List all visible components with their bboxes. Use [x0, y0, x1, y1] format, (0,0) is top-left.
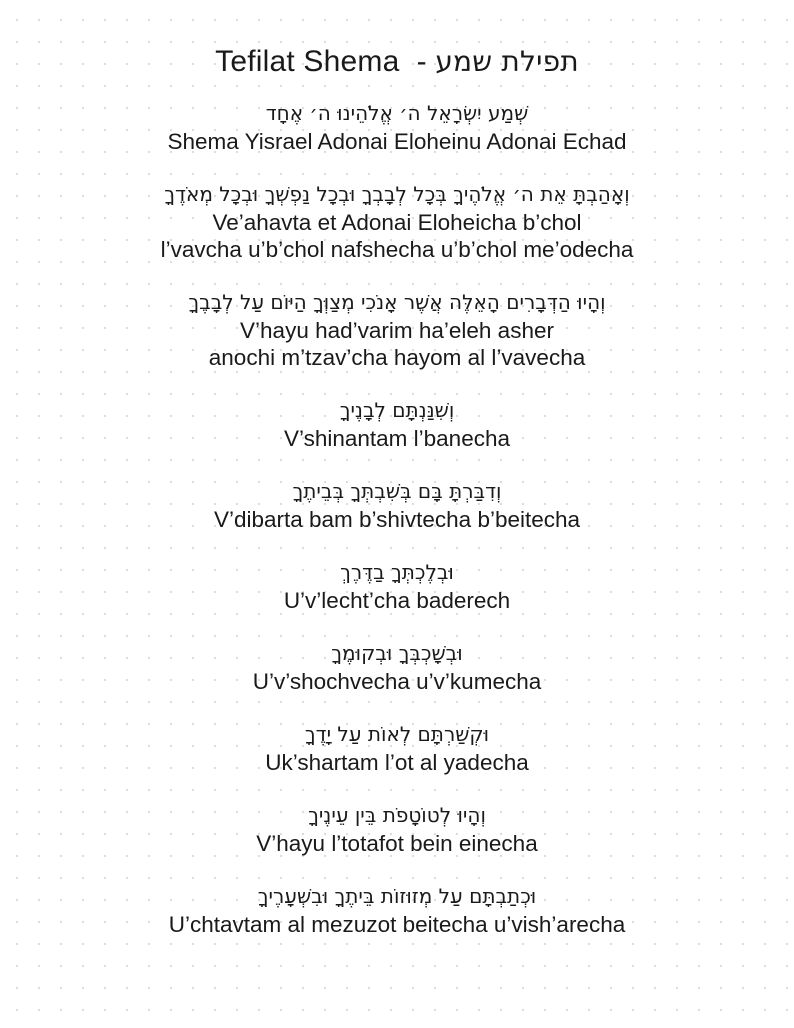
title-separator: -: [416, 45, 427, 78]
verse-transliteration: U’v’shochvecha u’v’kumecha: [252, 669, 542, 694]
verse-transliteration: anochi m’tzav’cha hayom al l’vavecha: [208, 345, 586, 370]
verse-hebrew: וּקְשַׁרְתָּם לְאוֹת עַל יָדֶךָ: [304, 722, 490, 746]
verse-transliteration: U’v’lecht’cha baderech: [283, 588, 511, 613]
verse-transliteration: Shema Yisrael Adonai Eloheinu Adonai Echad: [167, 129, 627, 154]
verse-4: [0, 395, 794, 452]
page-title: [0, 42, 794, 82]
verse-8: [0, 719, 794, 776]
verse-1: [0, 98, 794, 155]
verse-2: [0, 179, 794, 263]
verse-transliteration: U’chtavtam al mezuzot beitecha u’vish’arecha: [168, 912, 626, 937]
verse-hebrew: שְׁמַע יִשְׂרָאֵל ה׳ אֱלֹהֵינוּ ה׳ אֶחָד: [265, 101, 529, 125]
verse-3: [0, 287, 794, 371]
verse-hebrew: וְהָיוּ לְטוֹטָפֹת בֵּין עֵינֶיךָ: [308, 803, 486, 827]
verse-6: [0, 557, 794, 614]
verse-hebrew: וְשִׁנַּנְתָּם לְבָנֶיךָ: [339, 398, 455, 422]
title-hebrew: תפילת שמע: [435, 45, 579, 78]
verse-10: [0, 881, 794, 938]
verse-transliteration: V’shinantam l’banecha: [284, 426, 510, 451]
verse-5: [0, 476, 794, 533]
verse-hebrew: וְאָהַבְתָּ אֵת ה׳ אֱלֹהֶיךָ בְּכָל לְבָבְךָ וּבְכָל נַפְשְׁךָ וּבְכָל מְאֹדֶךָ: [164, 182, 630, 206]
verse-transliteration: l’vavcha u’b’chol nafshecha u’b’chol me’odecha: [160, 237, 634, 262]
verse-hebrew: וּכְתַבְתָּם עַל מְזוּזוֹת בֵּיתֶךָ וּבִשְׁעָרֶיךָ: [257, 884, 537, 908]
verse-hebrew: וּבְשָׁכְבְּךָ וּבְקוּמֶךָ: [331, 641, 463, 665]
verse-hebrew: וּבְלֶכְתְּךָ בַדֶּרֶךְ: [340, 560, 454, 584]
verse-7: [0, 638, 794, 695]
verse-hebrew: וְהָיוּ הַדְּבָרִים הָאֵלֶּה אֲשֶׁר אָנֹכִי מְצַוְּךָ הַיּוֹם עַל לְבָבֶךָ: [188, 290, 606, 314]
verse-9: [0, 800, 794, 857]
verse-transliteration: V’hayu had’varim ha’eleh asher: [240, 318, 554, 343]
verse-transliteration: Ve’ahavta et Adonai Eloheicha b’chol: [212, 210, 582, 235]
verse-transliteration: V’hayu l’totafot bein einecha: [256, 831, 538, 856]
verse-transliteration: Uk’shartam l’ot al yadecha: [265, 750, 529, 775]
verse-transliteration: V’dibarta bam b’shivtecha b’beitecha: [213, 507, 581, 532]
title-english: Tefilat Shema: [215, 45, 400, 78]
verse-hebrew: וְדִבַּרְתָּ בָּם בְּשִׁבְתְּךָ בְּבֵיתֶךָ: [292, 479, 502, 503]
